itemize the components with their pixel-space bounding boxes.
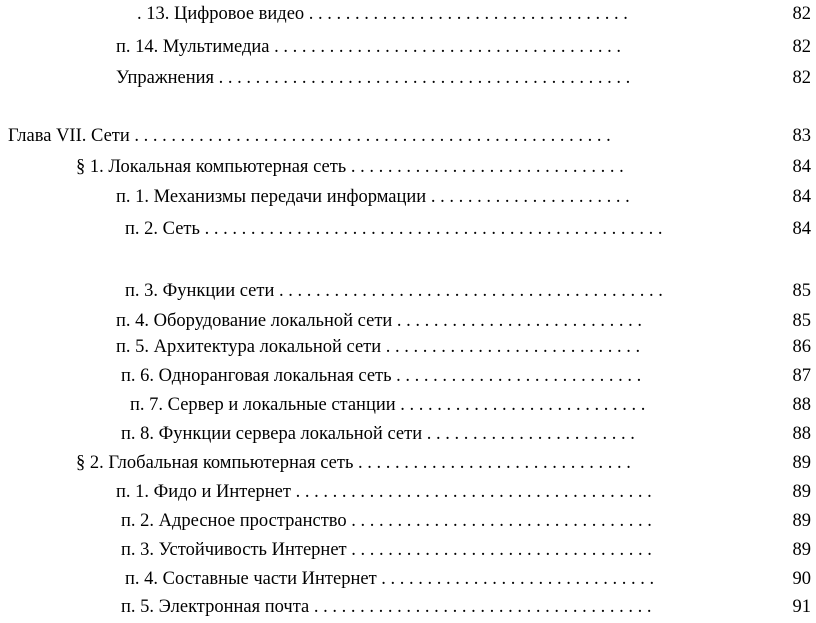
toc-entry-global-network [76,451,811,475]
toc-entry-label: п. 8. Функции сервера локальной сети . . . . . . . . . . . . . . . . . . . . . . . [121,424,635,444]
toc-entry-exercises [116,66,811,90]
toc-entry-label: п. 6. Одноранговая локальная сеть . . . . . . . . . . . . . . . . . . . . . . . . . . . [121,366,642,386]
toc-entry-internet-components [125,567,811,591]
toc-entry-label: п. 4. Составные части Интернет . . . . . . . . . . . . . . . . . . . . . . . . . . . . . . [125,569,655,589]
toc-entry-email [121,595,811,619]
toc-entry-page: 87 [792,366,811,386]
toc-entry-multimedia [116,35,811,59]
toc-entry-page: 82 [792,68,811,88]
toc-entry-page: 88 [792,424,811,444]
toc-entry-network-architecture [116,335,811,359]
toc-entry-label: п. 7. Сервер и локальные станции . . . . . . . . . . . . . . . . . . . . . . . . . . . [130,395,646,415]
toc-entry-network [125,217,811,241]
toc-entry-page: 82 [792,4,811,24]
toc-entry-page: 90 [792,569,811,589]
toc-entry-internet-resilience [121,538,811,562]
toc-entry-address-space [121,509,811,533]
toc-entry-label: п. 3. Устойчивость Интернет . . . . . . . . . . . . . . . . . . . . . . . . . . . . . . . . . [121,540,652,560]
toc-entry-page: 83 [792,126,811,146]
toc-entry-server-functions [121,422,811,446]
toc-entry-label: п. 5. Архитектура локальной сети . . . . . . . . . . . . . . . . . . . . . . . . . . . . [116,337,641,357]
toc-entry-label: Упражнения . . . . . . . . . . . . . . . . . . . . . . . . . . . . . . . . . . . . . . . . . . . . . [116,68,631,88]
toc-entry-label: п. 14. Мультимедиа . . . . . . . . . . . . . . . . . . . . . . . . . . . . . . . . . . . . . . [116,37,621,57]
toc-entry-page: 88 [792,395,811,415]
toc-entry-label: Глава VII. Сети . . . . . . . . . . . . . . . . . . . . . . . . . . . . . . . . . . . . . . . . . . . . . . . . . . . . [8,126,611,146]
toc-entry-page: 85 [792,281,811,301]
toc-entry-server-stations [130,393,811,417]
toc-entry-network-functions [125,279,811,303]
toc-entry-label: п. 1. Механизмы передачи информации . . . . . . . . . . . . . . . . . . . . . . [116,187,630,207]
toc-entry-label: п. 2. Адресное пространство . . . . . . . . . . . . . . . . . . . . . . . . . . . . . . . . . [121,511,652,531]
toc-entry-page: 84 [792,219,811,239]
toc-entry-page: 86 [792,337,811,357]
toc-entry-page: 89 [792,453,811,473]
toc-entry-page: 89 [792,511,811,531]
toc-entry-page: 89 [792,540,811,560]
toc-entry-local-network [76,155,811,179]
toc-entry-label: п. 4. Оборудование локальной сети . . . . . . . . . . . . . . . . . . . . . . . . . . . [116,311,643,331]
toc-entry-page: 91 [792,597,811,617]
toc-entry-chapter-networks [8,124,811,148]
toc-entry-label: § 1. Локальная компьютерная сеть . . . . . . . . . . . . . . . . . . . . . . . . . . . . . . [76,157,624,177]
toc-entry-page: 84 [792,187,811,207]
toc-entry-label: п. 3. Функции сети . . . . . . . . . . . . . . . . . . . . . . . . . . . . . . . . . . . . . . . . . . [125,281,663,301]
toc-entry-label: п. 1. Фидо и Интернет . . . . . . . . . . . . . . . . . . . . . . . . . . . . . . . . . . . . . . . [116,482,652,502]
toc-entry-page: 84 [792,157,811,177]
toc-entry-page: 89 [792,482,811,502]
toc-entry-label: п. 2. Сеть . . . . . . . . . . . . . . . . . . . . . . . . . . . . . . . . . . . . . . . . . . . . . . . . . . [125,219,663,239]
toc-entry-label: . 13. Цифровое видео . . . . . . . . . . . . . . . . . . . . . . . . . . . . . . . . . . . [137,4,628,24]
toc-entry-network-equipment [116,309,811,333]
toc-entry-fido-internet [116,480,811,504]
toc-entry-transfer-mechanisms [116,185,811,209]
toc-entry-peer-to-peer [121,364,811,388]
toc-entry-page: 82 [792,37,811,57]
toc-entry-label: п. 5. Электронная почта . . . . . . . . . . . . . . . . . . . . . . . . . . . . . . . . . . . . . [121,597,652,617]
toc-entry-digital-video [137,2,811,26]
toc-entry-label: § 2. Глобальная компьютерная сеть . . . . . . . . . . . . . . . . . . . . . . . . . . . . . . [76,453,631,473]
toc-entry-page: 85 [792,311,811,331]
